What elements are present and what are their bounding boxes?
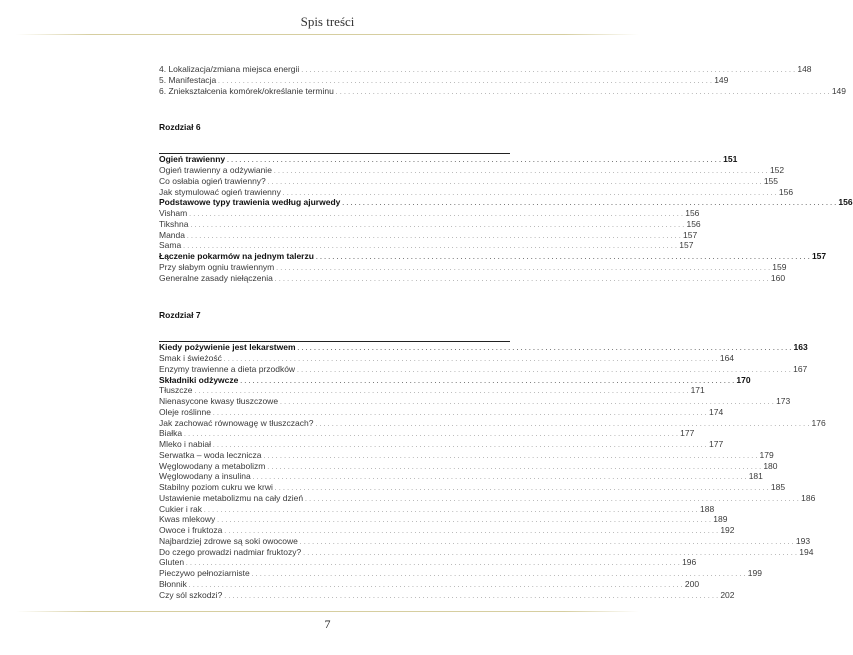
toc-entry-title: Cukier i rak [159, 503, 202, 514]
toc-entry-title: Kwas mlekowy [159, 514, 216, 525]
toc-entry-page: 163 [793, 342, 808, 353]
toc-entry-page: 156 [838, 197, 853, 208]
toc-entry-title: Generalne zasady niełączenia [159, 272, 273, 283]
toc-leader-dots: . . . . . . . . . . . . . . . . . . . . . . . . . . . . . . . . . . . . . . . . . . . . . . . . . . . . . . . . . . . . . . . . . . . . . . . . . . . . . . . . . . . . . . . . . . . . . . . . . . . . . . . . . . . . . . . . . . . . . . . . [274, 276, 769, 283]
toc-leader-dots: . . . . . . . . . . . . . . . . . . . . . . . . . . . . . . . . . . . . . . . . . . . . . . . . . . . . . . . . . . . . . . . . . . . . . . . . . . . . . . . . . . . . . . . . . . . . . . . . . . . . . . . . . . . . . . . . . . . . . . . . [273, 169, 768, 175]
toc-entry-page: 156 [685, 208, 700, 218]
page-number: 7 [324, 617, 331, 631]
toc-entry[interactable] [159, 363, 808, 375]
toc-entry-title: Sama [159, 240, 182, 251]
toc-entry[interactable] [159, 342, 808, 353]
toc-leader-dots: . . . . . . . . . . . . . . . . . . . . . . . . . . . . . . . . . . . . . . . . . . . . . . . . . . . . . . . . . . . . . . . . . . . . . . . . . . . . . . . . . . . . . . . . . . . . . . . . . . . . . . . . . . . . . . . . . . . . . . . . [189, 212, 684, 218]
toc-entry[interactable] [159, 492, 816, 504]
toc-leader-dots: . . . . . . . . . . . . . . . . . . . . . . . . . . . . . . . . . . . . . . . . . . . . . . . . . . . . . . . . . . . . . . . . . . . . . . . . . . . . . . . . . . . . . . . . . . . . . . . . . . . . . . . . . . . . . . . . . . . . . . . . [187, 233, 682, 240]
toc-entry[interactable] [159, 568, 762, 579]
toc-entry-title: Ogień trawienny [159, 154, 226, 165]
toc-entry-page: 148 [797, 64, 812, 74]
toc-entry[interactable] [159, 535, 811, 547]
toc-entry[interactable] [159, 589, 735, 601]
toc-entry-page: 149 [831, 85, 847, 96]
toc-entry-title: Owoce i fruktoza [159, 525, 223, 535]
toc-entry-page: 185 [770, 482, 786, 492]
toc-entry[interactable] [159, 374, 751, 386]
toc-entry-title: Kiedy pożywienie jest lekarstwem [159, 342, 296, 353]
toc-entry-title: Enzymy trawienne a dieta przodków [159, 363, 296, 374]
toc-entry[interactable] [159, 503, 715, 515]
toc-leader-dots: . . . . . . . . . . . . . . . . . . . . . . . . . . . . . . . . . . . . . . . . . . . . . . . . . . . . . . . . . . . . . . . . . . . . . . . . . . . . . . . . . . . . . . . . . . . . . . . . . . . . . . . . . . . . . . . . . . . . . . . . [280, 400, 775, 406]
toc-entry-page: 151 [723, 154, 738, 165]
toc-entry[interactable] [159, 154, 738, 165]
toc-entry-page: 176 [811, 417, 826, 428]
running-header: Spis treści [300, 14, 355, 29]
toc-entry[interactable] [159, 218, 701, 230]
toc-entry-title: Jak stymulować ogień trawienny [159, 186, 281, 197]
toc-entry-title: Węglowodany a metabolizm [159, 460, 266, 471]
toc-entry[interactable] [159, 165, 785, 176]
toc-entry-page: 202 [720, 589, 735, 600]
toc-entry-page: 177 [709, 439, 724, 449]
toc-entry[interactable] [159, 396, 791, 407]
toc-entry[interactable] [159, 449, 774, 461]
header-rule [16, 34, 639, 35]
toc-leader-dots: . . . . . . . . . . . . . . . . . . . . . . . . . . . . . . . . . . . . . . . . . . . . . . . . . . . . . . . . . . . . . . . . . . . . . . . . . . . . . . . . . . . . . . . . . . . . . . . . . . . . . . . . . . . . . . . . . . . . . . . . [267, 179, 762, 186]
toc-entry-page: 157 [679, 240, 694, 251]
toc-leader-dots: . . . . . . . . . . . . . . . . . . . . . . . . . . . . . . . . . . . . . . . . . . . . . . . . . . . . . . . . . . . . . . . . . . . . . . . . . . . . . . . . . . . . . . . . . . . . . . . . . . . . . . . . . . . . . . . . . . . . . . . . [212, 443, 707, 449]
toc-entry-page: 199 [747, 568, 762, 578]
toc-entry-title: Smak i świeżość [159, 353, 222, 363]
toc-leader-dots: . . . . . . . . . . . . . . . . . . . . . . . . . . . . . . . . . . . . . . . . . . . . . . . . . . . . . . . . . . . . . . . . . . . . . . . . . . . . . . . . . . . . . . . . . . . . . . . . . . . . . . . . . . . . . . . . . . . . . . . . [224, 593, 719, 600]
toc-entry-page: 149 [714, 74, 729, 85]
toc-entry-title: Pieczywo pełnoziarniste [159, 568, 250, 578]
chapter-6-list [159, 154, 853, 283]
toc-entry-page: 152 [769, 165, 785, 175]
toc-entry[interactable] [159, 514, 728, 525]
toc-leader-dots: . . . . . . . . . . . . . . . . . . . . . . . . . . . . . . . . . . . . . . . . . . . . . . . . . . . . . . . . . . . . . . . . . . . . . . . . . . . . . . . . . . . . . . . . . . . . . . . . . . . . . . . . . . . . . . . . . . . . . . . . [203, 507, 698, 514]
toc-entry-title: 4. Lokalizacja/zmiana miejsca energii [159, 64, 300, 74]
toc-entry-page: 181 [748, 471, 763, 482]
toc-entry[interactable] [159, 175, 778, 187]
toc-entry[interactable] [159, 272, 786, 284]
toc-entry-title: Stabilny poziom cukru we krwi [159, 482, 273, 492]
toc-leader-dots: . . . . . . . . . . . . . . . . . . . . . . . . . . . . . . . . . . . . . . . . . . . . . . . . . . . . . . . . . . . . . . . . . . . . . . . . . . . . . . . . . . . . . . . . . . . . . . . . . . . . . . . . . . . . . . . . . . . . . . . . [184, 432, 679, 439]
toc-entry-title: Czy sól szkodzi? [159, 589, 223, 600]
toc-entry[interactable] [159, 197, 853, 208]
toc-leader-dots: . . . . . . . . . . . . . . . . . . . . . . . . . . . . . . . . . . . . . . . . . . . . . . . . . . . . . . . . . . . . . . . . . . . . . . . . . . . . . . . . . . . . . . . . . . . . . . . . . . . . . . . . . . . . . . . . . . . . . . . . [188, 582, 683, 589]
toc-entry-page: 171 [690, 385, 705, 396]
toc-entry-title: Co osłabia ogień trawienny? [159, 175, 266, 186]
toc-entry[interactable] [159, 385, 705, 396]
toc-entry[interactable] [159, 186, 794, 198]
toc-entry-page: 188 [700, 503, 715, 514]
toc-entry-page: 157 [811, 251, 827, 261]
toc-entry[interactable] [159, 417, 826, 429]
toc-entry-title: Ustawienie metabolizmu na cały dzień [159, 492, 304, 503]
toc-entry[interactable] [159, 353, 735, 364]
toc-entry-title: 6. Zniekształcenia komórek/określanie terminu [159, 85, 334, 96]
toc-leader-dots: . . . . . . . . . . . . . . . . . . . . . . . . . . . . . . . . . . . . . . . . . . . . . . . . . . . . . . . . . . . . . . . . . . . . . . . . . . . . . . . . . . . . . . . . . . . . . . . . . . . . . . . . . . . . . . . . . . . . . . . . [240, 378, 735, 385]
toc-leader-dots: . . . . . . . . . . . . . . . . . . . . . . . . . . . . . . . . . . . . . . . . . . . . . . . . . . . . . . . . . . . . . . . . . . . . . . . . . . . . . . . . . . . . . . . . . . . . . . . . . . . . . . . . . . . . . . . . . . . . . . . . [297, 367, 792, 374]
toc-entry-title: Gluten [159, 557, 185, 568]
toc-leader-dots: . . . . . . . . . . . . . . . . . . . . . . . . . . . . . . . . . . . . . . . . . . . . . . . . . . . . . . . . . . . . . . . . . . . . . . . . . . . . . . . . . . . . . . . . . . . . . . . . . . . . . . . . . . . . . . . . . . . . . . . . [297, 346, 792, 353]
toc-leader-dots: . . . . . . . . . . . . . . . . . . . . . . . . . . . . . . . . . . . . . . . . . . . . . . . . . . . . . . . . . . . . . . . . . . . . . . . . . . . . . . . . . . . . . . . . . . . . . . . . . . . . . . . . . . . . . . . . . . . . . . . . [223, 357, 718, 363]
toc-entry-page: 186 [801, 492, 816, 503]
toc-entry-title: Tłuszcze [159, 385, 193, 396]
toc-leader-dots: . . . . . . . . . . . . . . . . . . . . . . . . . . . . . . . . . . . . . . . . . . . . . . . . . . . . . . . . . . . . . . . . . . . . . . . . . . . . . . . . . . . . . . . . . . . . . . . . . . . . . . . . . . . . . . . . . . . . . . . . [224, 529, 719, 535]
toc-leader-dots: . . . . . . . . . . . . . . . . . . . . . . . . . . . . . . . . . . . . . . . . . . . . . . . . . . . . . . . . . . . . . . . . . . . . . . . . . . . . . . . . . . . . . . . . . . . . . . . . . . . . . . . . . . . . . . . . . . . . . . . . [227, 158, 722, 165]
toc-entry-title: Mleko i nabiał [159, 439, 211, 449]
toc-entry[interactable] [159, 578, 700, 590]
toc-entry-page: 164 [719, 353, 735, 363]
toc-leader-dots: . . . . . . . . . . . . . . . . . . . . . . . . . . . . . . . . . . . . . . . . . . . . . . . . . . . . . . . . . . . . . . . . . . . . . . . . . . . . . . . . . . . . . . . . . . . . . . . . . . . . . . . . . . . . . . . . . . . . . . . . [212, 410, 707, 417]
chapter-6-heading: Rozdział 6 [159, 122, 201, 133]
toc-entry-page: 170 [736, 374, 751, 385]
toc-entry-title: Ogień trawienny a odżywianie [159, 165, 272, 175]
toc-entry-title: Oleje roślinne [159, 406, 211, 417]
toc-entry[interactable] [159, 251, 827, 262]
toc-entry-page: 156 [686, 218, 701, 229]
toc-entry-page: 157 [683, 229, 698, 240]
toc-entry[interactable] [159, 64, 812, 75]
toc-leader-dots: . . . . . . . . . . . . . . . . . . . . . . . . . . . . . . . . . . . . . . . . . . . . . . . . . . . . . . . . . . . . . . . . . . . . . . . . . . . . . . . . . . . . . . . . . . . . . . . . . . . . . . . . . . . . . . . . . . . . . . . . [315, 421, 810, 428]
chapter-7-heading: Rozdział 7 [159, 310, 201, 321]
toc-entry-page: 193 [795, 535, 811, 546]
toc-entry-page: 177 [680, 428, 695, 439]
toc-entry-title: Manda [159, 229, 185, 240]
toc-entry-page: 155 [763, 175, 778, 186]
toc-entry-page: 160 [770, 272, 786, 283]
toc-entry-title: Węglowodany a insulina [159, 471, 251, 482]
toc-top-list [159, 64, 847, 96]
toc-leader-dots: . . . . . . . . . . . . . . . . . . . . . . . . . . . . . . . . . . . . . . . . . . . . . . . . . . . . . . . . . . . . . . . . . . . . . . . . . . . . . . . . . . . . . . . . . . . . . . . . . . . . . . . . . . . . . . . . . . . . . . . . [342, 201, 837, 208]
toc-entry[interactable] [159, 460, 778, 472]
toc-leader-dots: . . . . . . . . . . . . . . . . . . . . . . . . . . . . . . . . . . . . . . . . . . . . . . . . . . . . . . . . . . . . . . . . . . . . . . . . . . . . . . . . . . . . . . . . . . . . . . . . . . . . . . . . . . . . . . . . . . . . . . . . [190, 222, 685, 229]
toc-entry[interactable] [159, 428, 695, 439]
toc-entry-page: 180 [763, 460, 778, 471]
toc-entry-page: 156 [778, 186, 794, 197]
toc-entry[interactable] [159, 74, 729, 86]
toc-entry-page: 167 [793, 363, 808, 374]
toc-entry-page: 194 [799, 546, 814, 557]
toc-entry-page: 189 [713, 514, 728, 525]
toc-entry[interactable] [159, 482, 786, 493]
toc-entry[interactable] [159, 471, 763, 482]
toc-entry-page: 173 [776, 396, 791, 406]
toc-leader-dots: . . . . . . . . . . . . . . . . . . . . . . . . . . . . . . . . . . . . . . . . . . . . . . . . . . . . . . . . . . . . . . . . . . . . . . . . . . . . . . . . . . . . . . . . . . . . . . . . . . . . . . . . . . . . . . . . . . . . . . . . [282, 190, 777, 197]
toc-entry[interactable] [159, 229, 698, 241]
toc-entry-title: Do czego prowadzi nadmiar fruktozy? [159, 546, 302, 557]
toc-leader-dots: . . . . . . . . . . . . . . . . . . . . . . . . . . . . . . . . . . . . . . . . . . . . . . . . . . . . . . . . . . . . . . . . . . . . . . . . . . . . . . . . . . . . . . . . . . . . . . . . . . . . . . . . . . . . . . . . . . . . . . . . [263, 453, 758, 460]
toc-entry-title: Łączenie pokarmów na jednym talerzu [159, 251, 314, 261]
toc-entry[interactable] [159, 240, 694, 251]
toc-entry-title: Przy słabym ogniu trawiennym [159, 261, 275, 272]
toc-entry-page: 159 [772, 261, 787, 272]
toc-leader-dots: . . . . . . . . . . . . . . . . . . . . . . . . . . . . . . . . . . . . . . . . . . . . . . . . . . . . . . . . . . . . . . . . . . . . . . . . . . . . . . . . . . . . . . . . . . . . . . . . . . . . . . . . . . . . . . . . . . . . . . . . [274, 486, 769, 492]
toc-entry-title: Najbardziej zdrowe są soki owocowe [159, 535, 298, 546]
toc-leader-dots: . . . . . . . . . . . . . . . . . . . . . . . . . . . . . . . . . . . . . . . . . . . . . . . . . . . . . . . . . . . . . . . . . . . . . . . . . . . . . . . . . . . . . . . . . . . . . . . . . . . . . . . . . . . . . . . . . . . . . . . . [301, 68, 796, 74]
toc-entry-page: 179 [759, 449, 774, 460]
toc-entry[interactable] [159, 546, 814, 558]
toc-leader-dots: . . . . . . . . . . . . . . . . . . . . . . . . . . . . . . . . . . . . . . . . . . . . . . . . . . . . . . . . . . . . . . . . . . . . . . . . . . . . . . . . . . . . . . . . . . . . . . . . . . . . . . . . . . . . . . . . . . . . . . . . [186, 561, 681, 568]
toc-entry-title: 5. Manifestacja [159, 74, 217, 85]
toc-entry-title: Visham [159, 208, 188, 218]
toc-entry-title: Tikshna [159, 218, 189, 229]
toc-content [159, 64, 853, 600]
toc-entry[interactable] [159, 557, 697, 568]
toc-leader-dots: . . . . . . . . . . . . . . . . . . . . . . . . . . . . . . . . . . . . . . . . . . . . . . . . . . . . . . . . . . . . . . . . . . . . . . . . . . . . . . . . . . . . . . . . . . . . . . . . . . . . . . . . . . . . . . . . . . . . . . . . [276, 265, 771, 272]
toc-entry-page: 192 [720, 525, 735, 535]
toc-leader-dots: . . . . . . . . . . . . . . . . . . . . . . . . . . . . . . . . . . . . . . . . . . . . . . . . . . . . . . . . . . . . . . . . . . . . . . . . . . . . . . . . . . . . . . . . . . . . . . . . . . . . . . . . . . . . . . . . . . . . . . . . [303, 550, 798, 557]
toc-entry-page: 200 [684, 578, 700, 589]
toc-entry[interactable] [159, 525, 735, 536]
toc-entry-title: Białka [159, 428, 183, 439]
toc-entry-page: 196 [682, 557, 697, 568]
toc-leader-dots: . . . . . . . . . . . . . . . . . . . . . . . . . . . . . . . . . . . . . . . . . . . . . . . . . . . . . . . . . . . . . . . . . . . . . . . . . . . . . . . . . . . . . . . . . . . . . . . . . . . . . . . . . . . . . . . . . . . . . . . . [217, 518, 712, 525]
toc-leader-dots: . . . . . . . . . . . . . . . . . . . . . . . . . . . . . . . . . . . . . . . . . . . . . . . . . . . . . . . . . . . . . . . . . . . . . . . . . . . . . . . . . . . . . . . . . . . . . . . . . . . . . . . . . . . . . . . . . . . . . . . . [194, 389, 689, 396]
toc-entry-title: Serwatka – woda lecznicza [159, 449, 262, 460]
toc-leader-dots: . . . . . . . . . . . . . . . . . . . . . . . . . . . . . . . . . . . . . . . . . . . . . . . . . . . . . . . . . . . . . . . . . . . . . . . . . . . . . . . . . . . . . . . . . . . . . . . . . . . . . . . . . . . . . . . . . . . . . . . . [251, 572, 746, 578]
toc-leader-dots: . . . . . . . . . . . . . . . . . . . . . . . . . . . . . . . . . . . . . . . . . . . . . . . . . . . . . . . . . . . . . . . . . . . . . . . . . . . . . . . . . . . . . . . . . . . . . . . . . . . . . . . . . . . . . . . . . . . . . . . . [305, 496, 800, 503]
toc-entry-title: Nienasycone kwasy tłuszczowe [159, 396, 279, 406]
toc-leader-dots: . . . . . . . . . . . . . . . . . . . . . . . . . . . . . . . . . . . . . . . . . . . . . . . . . . . . . . . . . . . . . . . . . . . . . . . . . . . . . . . . . . . . . . . . . . . . . . . . . . . . . . . . . . . . . . . . . . . . . . . . [299, 539, 794, 546]
toc-leader-dots: . . . . . . . . . . . . . . . . . . . . . . . . . . . . . . . . . . . . . . . . . . . . . . . . . . . . . . . . . . . . . . . . . . . . . . . . . . . . . . . . . . . . . . . . . . . . . . . . . . . . . . . . . . . . . . . . . . . . . . . . [335, 89, 830, 96]
toc-entry-page: 174 [709, 406, 724, 417]
toc-leader-dots: . . . . . . . . . . . . . . . . . . . . . . . . . . . . . . . . . . . . . . . . . . . . . . . . . . . . . . . . . . . . . . . . . . . . . . . . . . . . . . . . . . . . . . . . . . . . . . . . . . . . . . . . . . . . . . . . . . . . . . . . [183, 244, 678, 251]
toc-entry-title: Jak zachować równowagę w tłuszczach? [159, 417, 314, 428]
toc-leader-dots: . . . . . . . . . . . . . . . . . . . . . . . . . . . . . . . . . . . . . . . . . . . . . . . . . . . . . . . . . . . . . . . . . . . . . . . . . . . . . . . . . . . . . . . . . . . . . . . . . . . . . . . . . . . . . . . . . . . . . . . . [252, 475, 747, 482]
toc-entry[interactable] [159, 261, 787, 273]
footer-rule [16, 611, 639, 612]
toc-entry[interactable] [159, 406, 724, 418]
toc-entry-title: Podstawowe typy trawienia według ajurwedy [159, 197, 341, 208]
toc-entry-title: Składniki odżywcze [159, 374, 239, 385]
toc-leader-dots: . . . . . . . . . . . . . . . . . . . . . . . . . . . . . . . . . . . . . . . . . . . . . . . . . . . . . . . . . . . . . . . . . . . . . . . . . . . . . . . . . . . . . . . . . . . . . . . . . . . . . . . . . . . . . . . . . . . . . . . . [315, 255, 810, 261]
chapter-7-list [159, 342, 826, 600]
toc-leader-dots: . . . . . . . . . . . . . . . . . . . . . . . . . . . . . . . . . . . . . . . . . . . . . . . . . . . . . . . . . . . . . . . . . . . . . . . . . . . . . . . . . . . . . . . . . . . . . . . . . . . . . . . . . . . . . . . . . . . . . . . . [218, 78, 713, 85]
toc-entry-title: Błonnik [159, 578, 187, 589]
toc-leader-dots: . . . . . . . . . . . . . . . . . . . . . . . . . . . . . . . . . . . . . . . . . . . . . . . . . . . . . . . . . . . . . . . . . . . . . . . . . . . . . . . . . . . . . . . . . . . . . . . . . . . . . . . . . . . . . . . . . . . . . . . . [267, 464, 762, 471]
toc-entry[interactable] [159, 208, 700, 219]
